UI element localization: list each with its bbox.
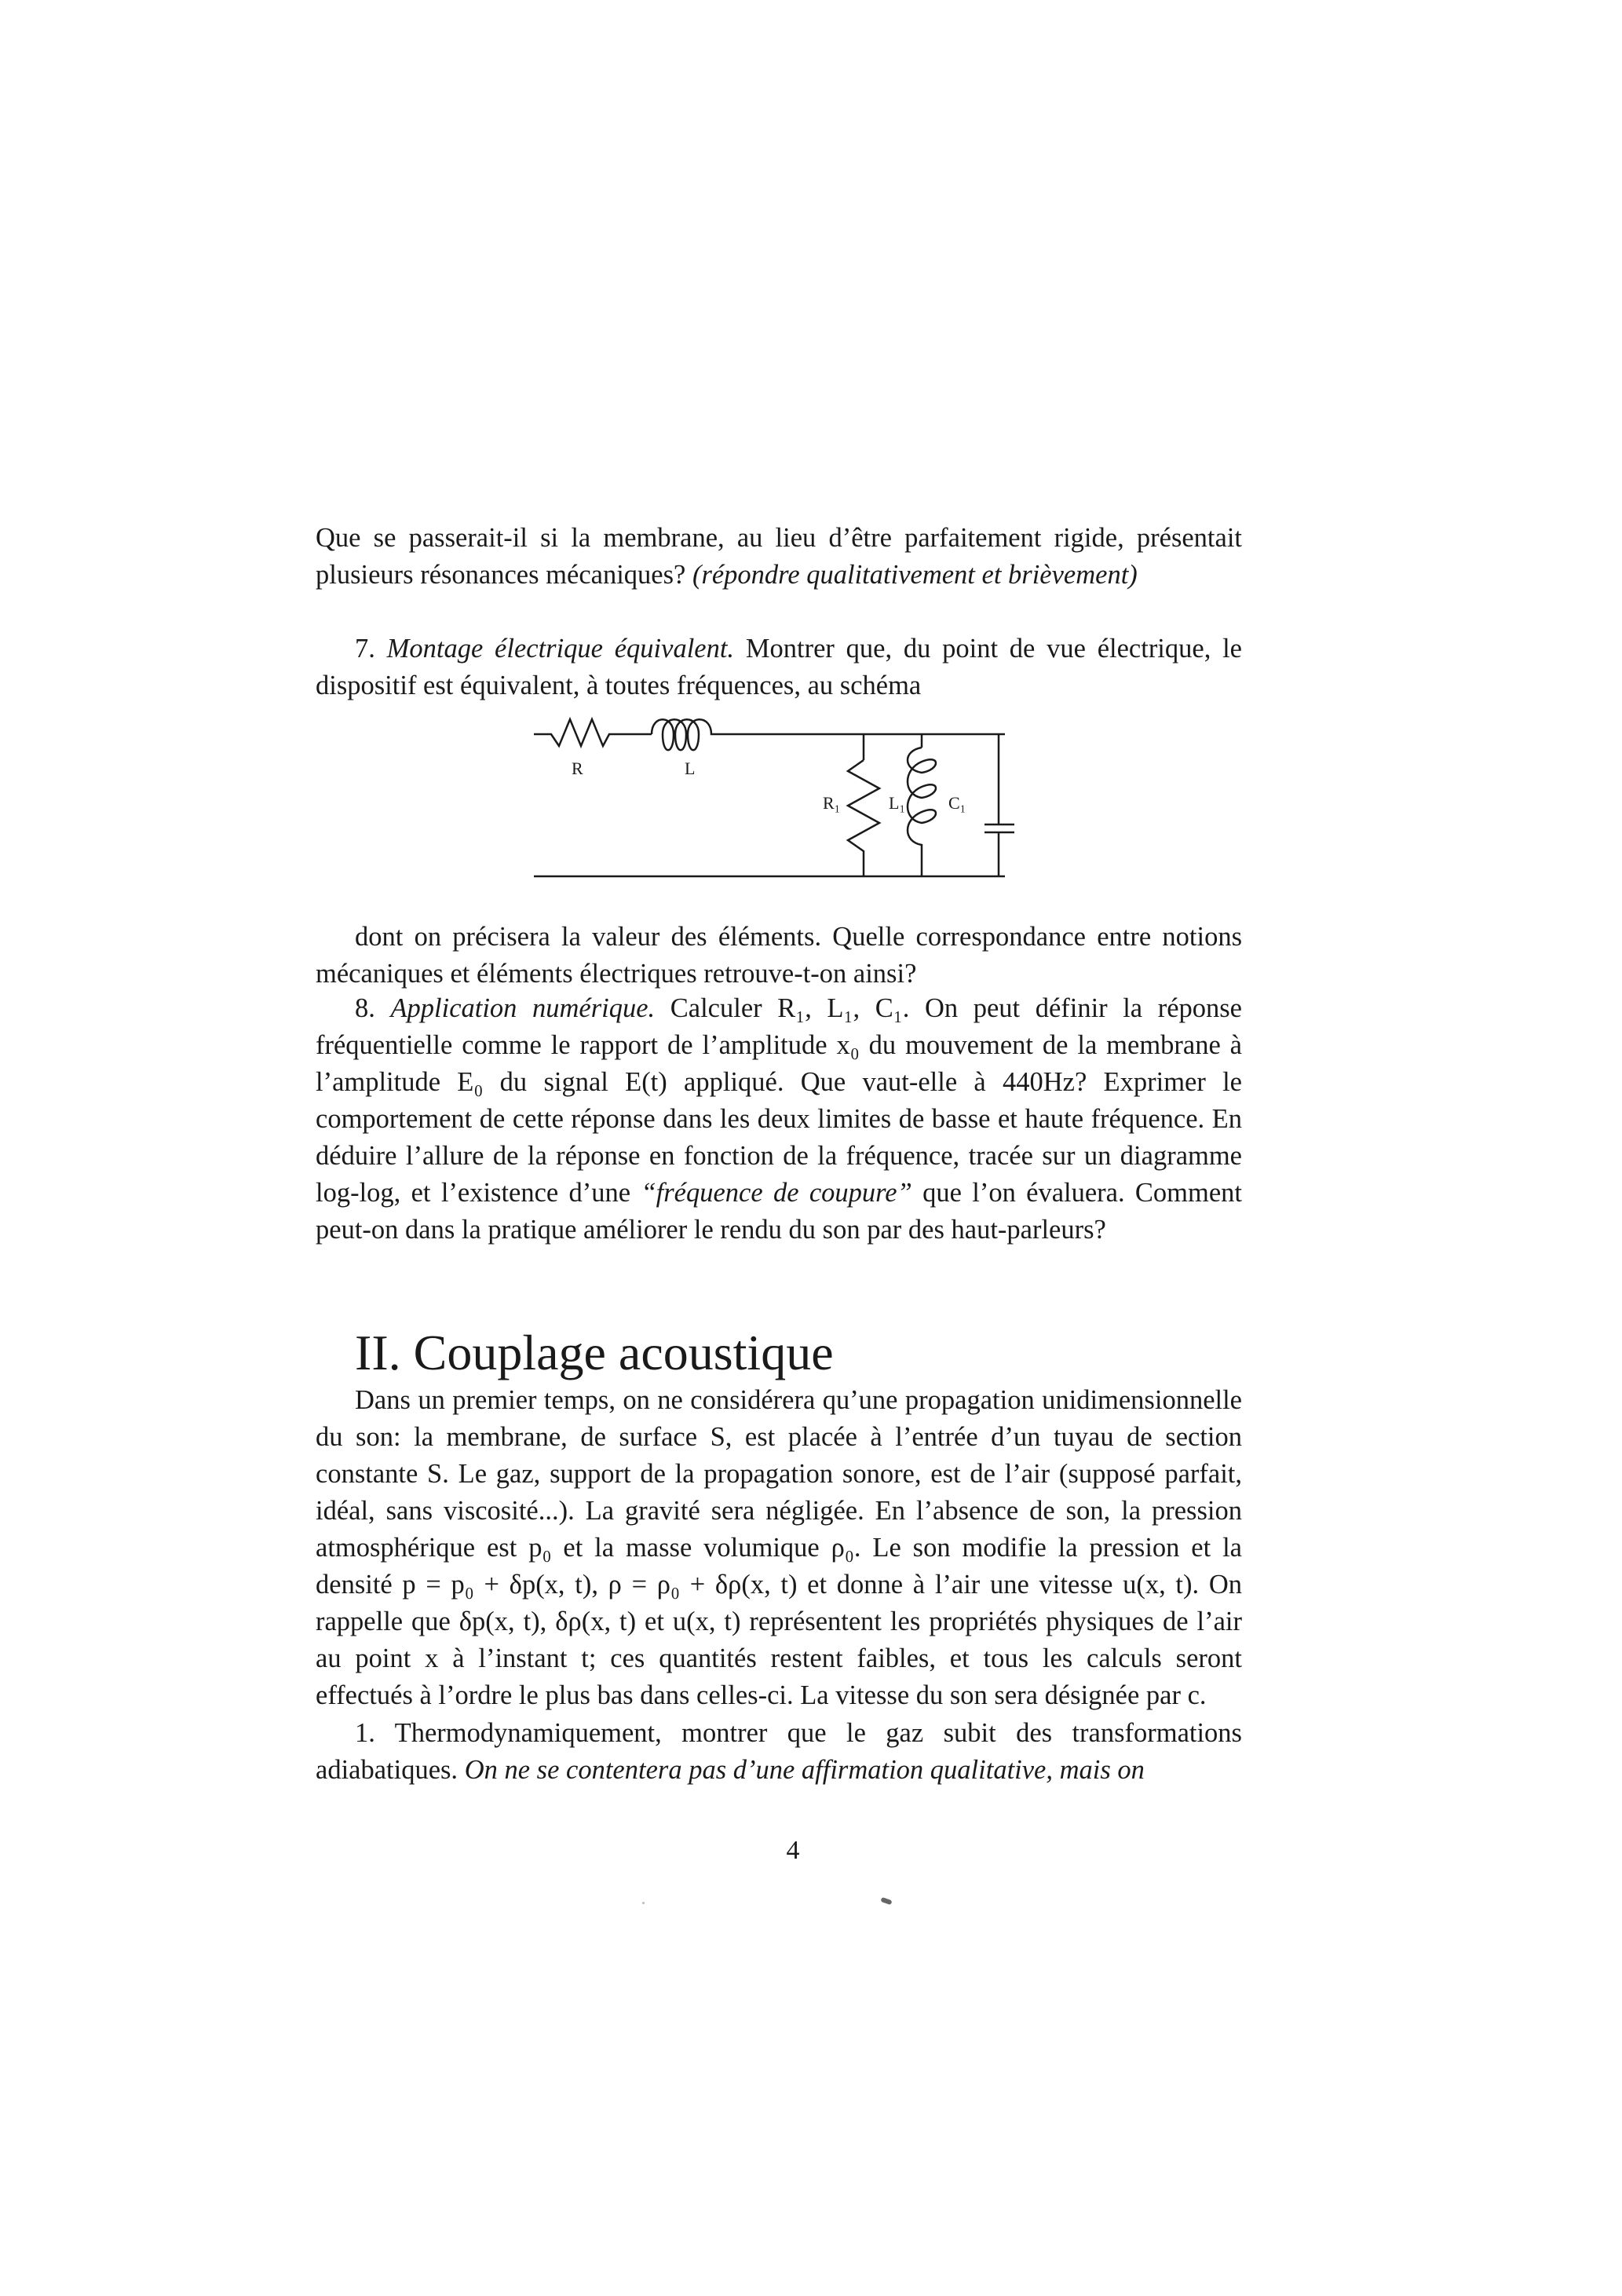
question-text: Thermodynamiquement, montrer que le gaz subit des transformations adiabatiques.	[316, 1718, 1242, 1785]
paragraph-text: Que se passerait-il si la membrane, au lieu d’être parfaitement rigide, présentait plusieurs résonances mécaniques?	[316, 523, 1242, 590]
paragraph-element-values: dont on précisera la valeur des éléments. Quelle correspondance entre notions mécaniques et éléments électriques retrouve-t-on ainsi?	[316, 922, 1242, 989]
question-text-part-2: que l’on évaluera. Comment peut-on dans la pratique améliorer le rendu du son par des haut-parleurs?	[316, 1178, 1242, 1245]
question-italic-continuation: On ne se contentera pas d’une affirmation qualitative, mais on	[464, 1755, 1145, 1785]
question-title: Montage électrique équivalent.	[386, 634, 735, 664]
scan-speck	[880, 1897, 892, 1905]
question-number: 8.	[355, 993, 375, 1023]
question-number: 1.	[355, 1718, 375, 1748]
question-title: Application numérique.	[390, 993, 656, 1023]
paragraph-section-intro: Dans un premier temps, on ne considérera qu’une propagation unidimensionnelle du son: la membrane, de surface S, est placée à l’entrée d’un tuyau de section constante S. Le gaz, support de la propagation sonore, est de l’air (supposé parfait, idéal, sans viscosité...). La gravité sera négligée. En l’absence de son, la pression atmosphérique est p₀ et la masse volumique ρ₀. Le son modifie la pression et la densité p = p₀ + δp(x, t), ρ = ρ₀ + δρ(x, t) et donne à l’air une vitesse u(x, t). On rappelle que δp(x, t), δρ(x, t) et u(x, t) représentent les propriétés physiques de l’air au point x à l’instant t; ces quantités restent faibles, et tous les calculs seront effectués à l’ordre le plus bas dans celles-ci. La vitesse du son sera désignée par c.	[316, 1385, 1242, 1710]
resistor-r1-symbol	[848, 760, 879, 876]
question-text-part-1: Calculer R₁, L₁, C₁. On peut définir la réponse fréquentielle comme le rapport de l’amplitude x₀ du mouvement de la membrane à l’amplitude E₀ du signal E(t) appliqué. Que vaut-elle à 440Hz? Exprimer le comportement de cette réponse dans les deux limites de basse et haute fréquence. En déduire l’allure de la réponse en fonction de la fréquence, tracée sur un diagramme log-log, et l’existence d’une	[316, 993, 1242, 1208]
scan-speck	[642, 1902, 645, 1904]
label-r: R	[572, 759, 583, 778]
question-text: Montrer que, du point de vue électrique, le dispositif est équivalent, à toutes fréquences, au schéma	[316, 634, 1242, 700]
resistor-r-symbol	[534, 719, 628, 746]
paragraph-membrane-resonances	[316, 520, 1242, 594]
paragraph-italic-note: (répondre qualitativement et brièvement)	[692, 560, 1138, 590]
label-c1: C₁	[948, 793, 966, 813]
page-number: 4	[786, 1836, 800, 1865]
label-r1: R₁	[823, 793, 841, 813]
question-1	[316, 1715, 1242, 1789]
inductor-l-symbol	[652, 719, 722, 750]
section-heading: II. Couplage acoustique	[355, 1325, 834, 1380]
label-l: L	[685, 759, 696, 778]
label-l1: L₁	[889, 793, 906, 813]
question-number: 7.	[355, 634, 375, 664]
question-quote: “fréquence de coupure”	[641, 1178, 912, 1208]
question-7	[316, 631, 1242, 704]
equivalent-circuit-diagram	[534, 707, 1021, 903]
capacitor-c1-symbol	[985, 824, 1014, 832]
inductor-l1-symbol	[908, 748, 936, 876]
question-8	[316, 990, 1242, 1249]
